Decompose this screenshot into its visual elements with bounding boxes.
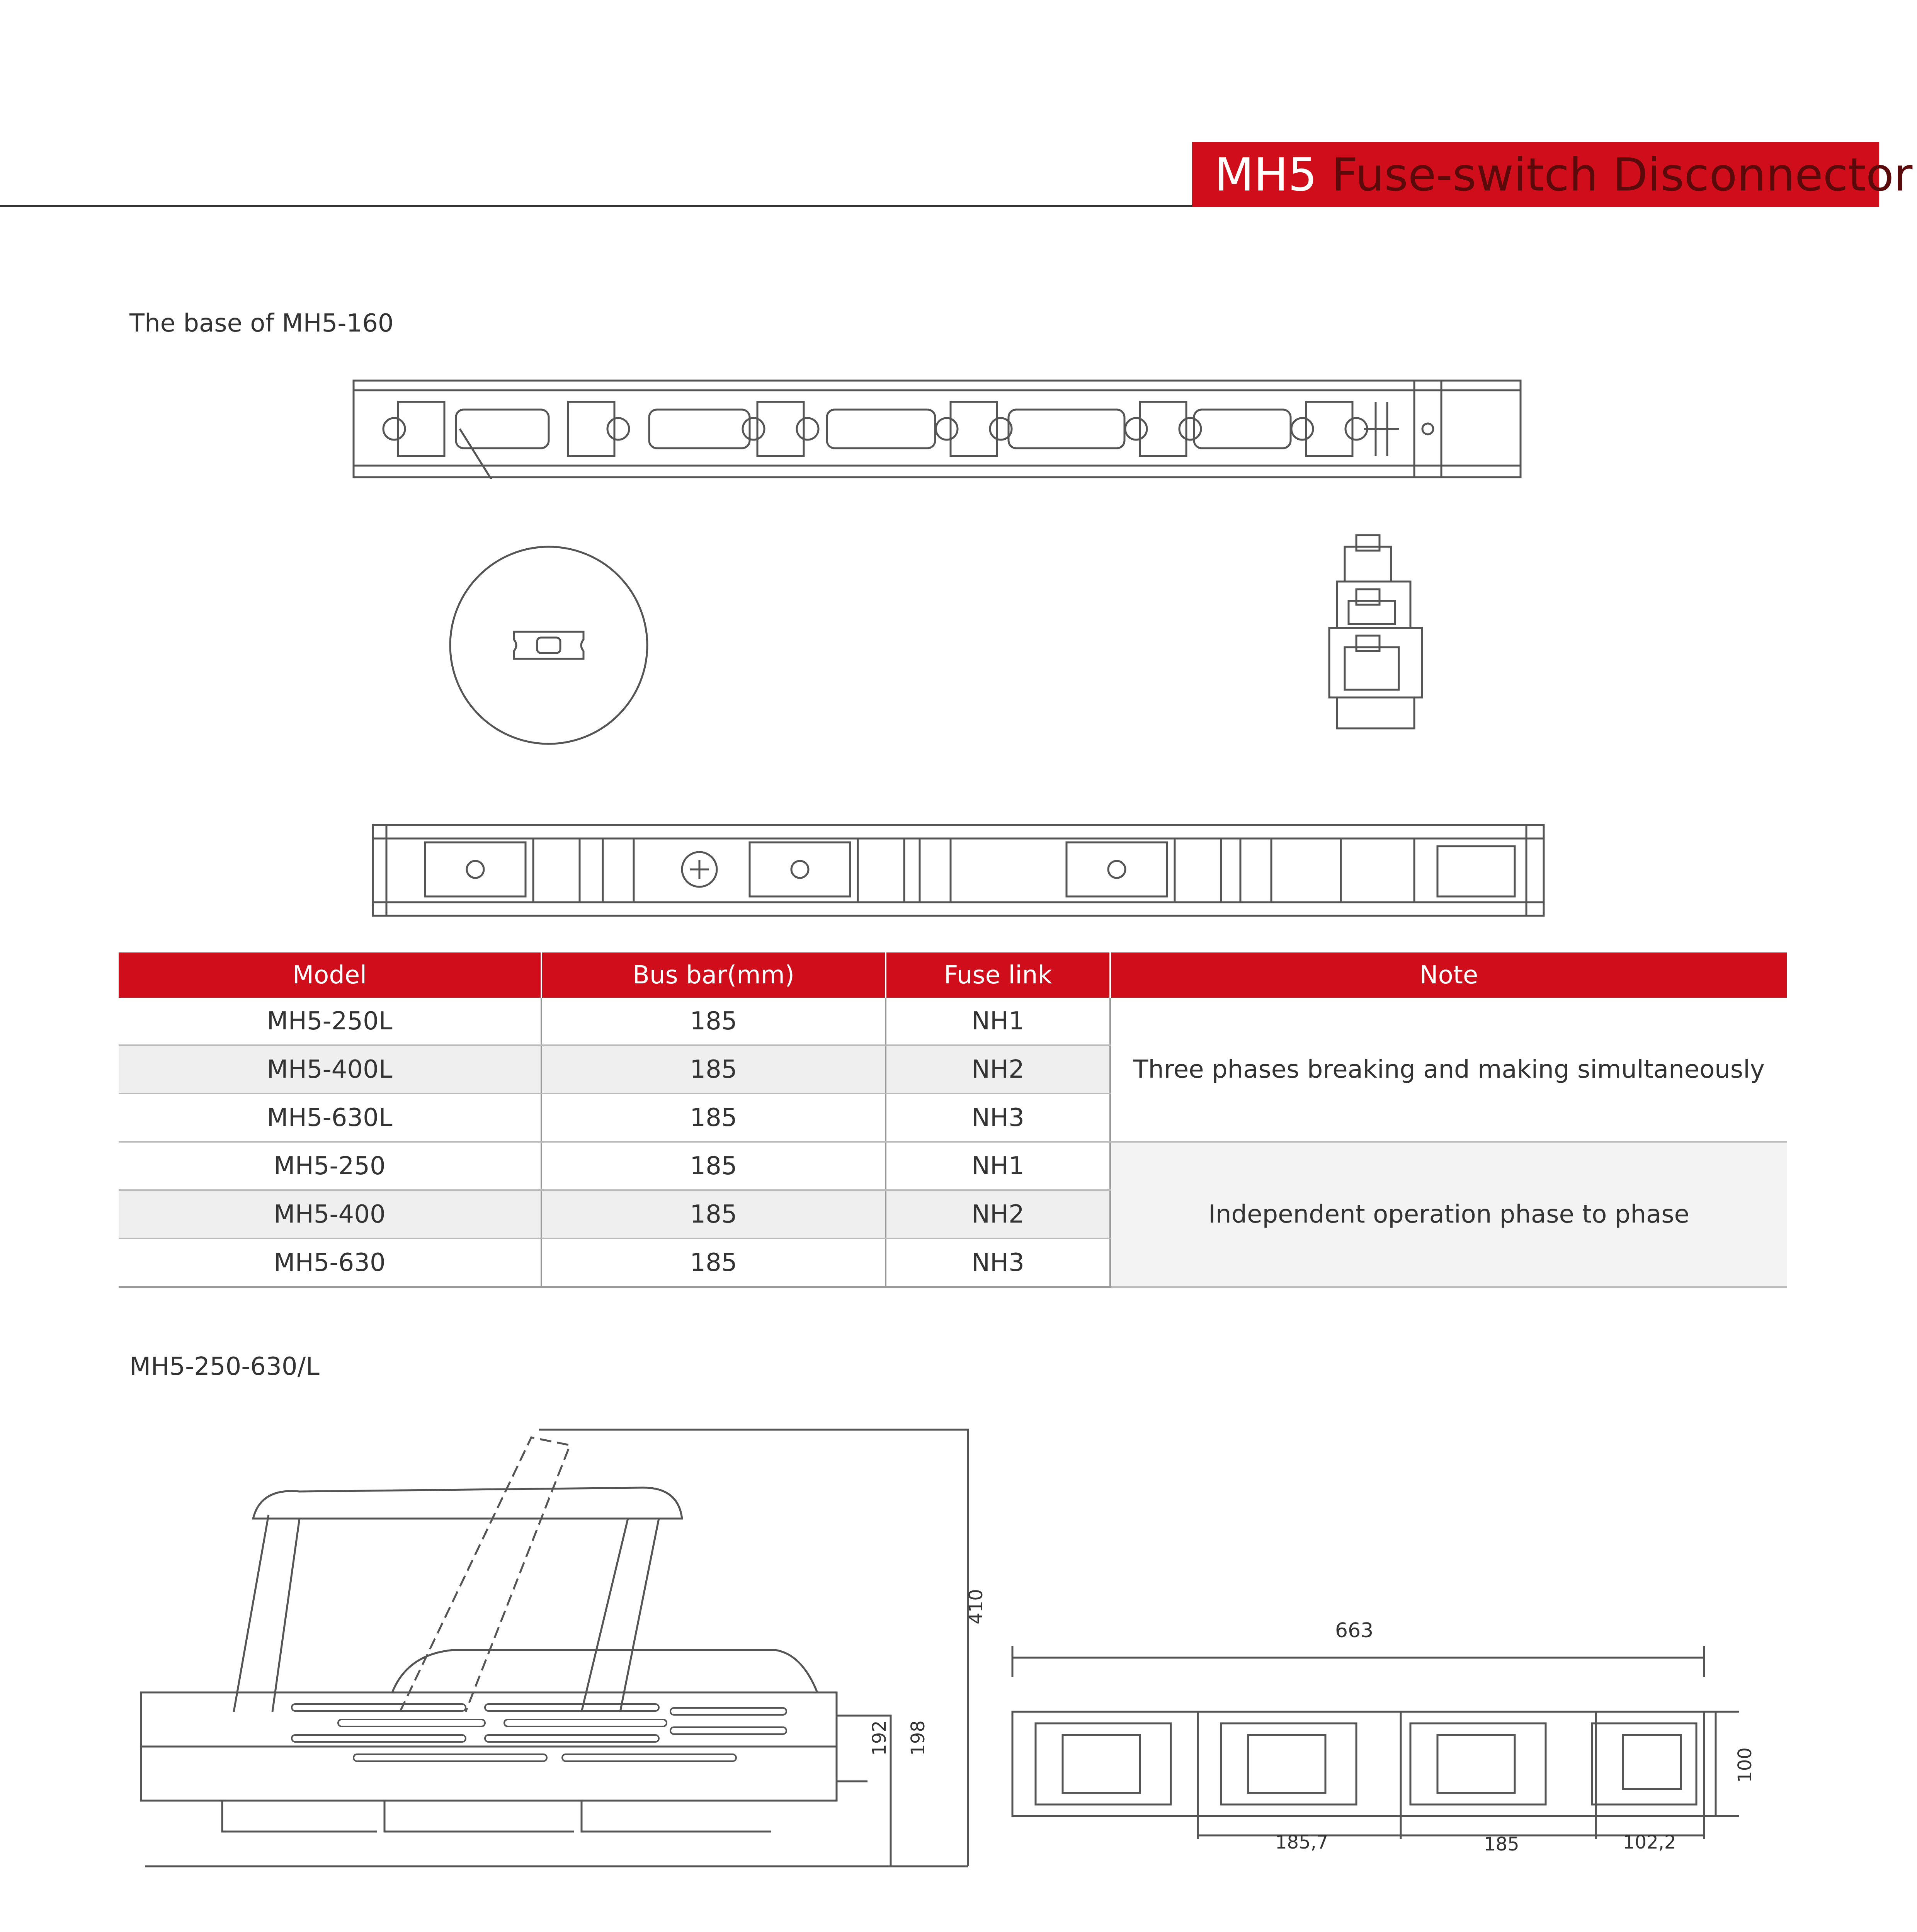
cell-busbar: 185	[541, 1094, 886, 1142]
cell-busbar: 185	[541, 1045, 886, 1094]
d1-dim-410: 410	[965, 1589, 987, 1624]
table-header-row	[119, 952, 1787, 998]
base-caption: The base of MH5-160	[129, 309, 394, 338]
col-header-note: Note	[1110, 952, 1787, 998]
cell-model: MH5-400	[119, 1190, 541, 1238]
col-header-fuse: Fuse link	[886, 952, 1110, 998]
table-row	[119, 1142, 1787, 1190]
banner-title: Fuse-switch Disconnector	[1332, 148, 1913, 201]
cell-model: MH5-250	[119, 1142, 541, 1190]
cell-fuse: NH3	[886, 1238, 1110, 1287]
cell-note-group-1: Three phases breaking and making simultaneously	[1110, 998, 1787, 1142]
cell-fuse: NH2	[886, 1045, 1110, 1094]
cell-model: MH5-630	[119, 1238, 541, 1287]
d1-dim-198: 198	[907, 1720, 929, 1756]
cell-note-group-2: Independent operation phase to phase	[1110, 1142, 1787, 1287]
cell-fuse: NH2	[886, 1190, 1110, 1238]
col-header-busbar: Bus bar(mm)	[541, 952, 886, 998]
cell-busbar: 185	[541, 1142, 886, 1190]
base-bottom-view	[371, 823, 1546, 918]
d1-dim-185-7: 185,7	[1275, 1832, 1328, 1853]
d1-dim-185: 185	[1484, 1833, 1519, 1855]
spec-table	[119, 952, 1787, 1288]
cell-busbar: 185	[541, 1238, 886, 1287]
d1-dim-100: 100	[1734, 1747, 1756, 1783]
drawing1-plan-view	[1005, 1634, 1781, 1851]
d1-dim-192: 192	[868, 1720, 890, 1756]
cell-fuse: NH3	[886, 1094, 1110, 1142]
title-banner	[1192, 142, 1913, 207]
col-header-model: Model	[119, 952, 541, 998]
cell-busbar: 185	[541, 998, 886, 1045]
cell-model: MH5-400L	[119, 1045, 541, 1094]
base-top-view	[352, 379, 1522, 479]
cell-fuse: NH1	[886, 998, 1110, 1045]
table-row	[119, 998, 1787, 1045]
cell-busbar: 185	[541, 1190, 886, 1238]
base-side-view	[1322, 531, 1437, 736]
drawing1-side-view	[137, 1422, 999, 1886]
drawing1-caption: MH5-250-630/L	[129, 1352, 320, 1381]
d1-dim-663: 663	[1335, 1619, 1374, 1642]
base-detail-circle	[444, 541, 653, 750]
cell-model: MH5-630L	[119, 1094, 541, 1142]
cell-fuse: NH1	[886, 1142, 1110, 1190]
d1-dim-102-2: 102,2	[1623, 1832, 1676, 1853]
banner-model: MH5	[1214, 148, 1317, 201]
cell-model: MH5-250L	[119, 998, 541, 1045]
